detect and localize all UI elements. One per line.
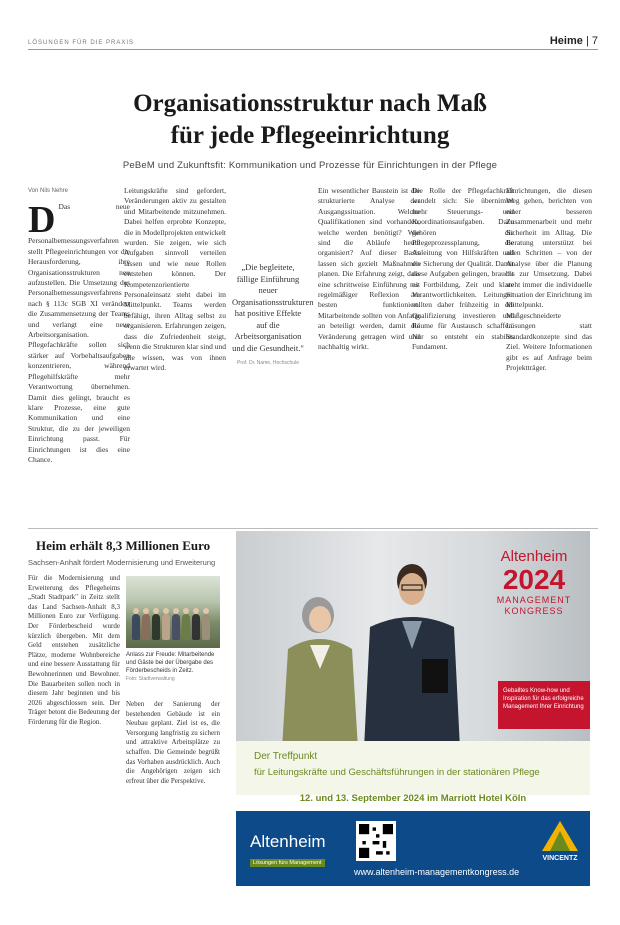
vincentz-logo: [536, 819, 584, 862]
page-header: [28, 34, 598, 50]
ad-footer: [236, 811, 590, 886]
column-text: Für die Modernisierung und Erweiterung des Pflegeheims „Stadt Stadtpark" in Zeitz stellt das Land Sachsen-Anhalt 8,3 Millionen Euro zur Verfügung. Der Förderbescheid wurde kürzlich übergeben. Mit dem Geld entstehen zusätzliche Plätze, moderne Wohnbereiche und eine bessere Ausstattung für Bewohnerinnen und Bewohner. Die Bauarbeiten sollen noch in diesem Jahr beginnen und bis 2026 abgeschlossen sein. Der Träger betont die Bedeutung der Förderung für die Region.: [28, 574, 120, 726]
article-subline: PeBeM und Zukunftsfit: Kommunikation und Prozesse für Einrichtungen in der Pflege: [122, 160, 498, 171]
caption-text: Anlass zur Freude: Mitarbeitende und Gäste bei der Übergabe des Förderbescheids in Zeitz.: [126, 652, 215, 674]
column-text: Neben der Sanierung der bestehenden Gebäude ist ein Neubau geplant. Ziel ist es, die Versorgung langfristig zu sichern und attraktive Arbeitsplätze zu schaffen. Die Gemeinde begrüßt das Vorhaben ausdrücklich. Auch die Angehörigen zeigen sich erfreut über die Perspektive.: [126, 700, 220, 785]
vincentz-label: VINCENTZ: [542, 855, 578, 862]
headline-line-2: für jede Pflegeeinrichtung: [170, 122, 450, 149]
column-text: Leitungskräfte sind gefordert, Veränderungen aktiv zu gestalten und Mitarbeitende mitzunehmen. Dabei helfen erprobte Konzepte, die in Modellprojekten entwickelt wurden. Sie zeigen, wie sich Aufgaben sinnvoll verteilen lassen und wie neue Rollen entstehen können. Der Kompetenzorientierte Personaleinsatz steht dabei im Mittelpunkt. Teams werden befähigt, ihren Alltag selbst zu organisieren. Erfahrungen zeigen, dass die Zufriedenheit steigt, wenn die Strukturen klar sind und alle wissen, was von ihnen erwartet wird.: [124, 186, 226, 372]
ad-brand-year: 2024: [502, 564, 566, 595]
pull-quote: [232, 262, 314, 367]
article-column-5: [506, 186, 592, 516]
ad-logo: [250, 833, 326, 869]
ad-brand-name: Altenheim: [500, 548, 568, 565]
ad-tagline-box: Geballtes Know-how und Inspiration für das erfolgreiche Management Ihrer Einrichtung: [498, 681, 590, 729]
column-text: Die Rolle der Pflegefachkraft wandelt sich: Sie übernimmt mehr Steuerungs- und Koordinationsaufgaben. Dazu gehören die Pflegeprozessplanung, die Anleitung von Hilfskräften und die Sicherung der Qualität. Damit diese Aufgaben gelingen, braucht es Fortbildung, Zeit und klare Verantwortlichkeiten. Leitungen sollten daher frühzeitig in die Qualifizierung investieren und Räume für Austausch schaffen. Nur so entsteht ein stabiles Fundament.: [412, 186, 514, 352]
caption-credit: Foto: Stadtverwaltung: [126, 676, 175, 682]
ad-band-title: Der Treffpunkt: [254, 751, 318, 762]
article-headline: [60, 88, 560, 152]
article-column-2: [124, 186, 226, 516]
article-column-3: [318, 186, 420, 516]
advertisement[interactable]: [236, 531, 590, 886]
article-column-1: [28, 186, 130, 516]
news-column-2: [126, 700, 220, 886]
ad-band: [236, 741, 590, 795]
qr-code-icon[interactable]: [356, 821, 396, 861]
quote-text: „Die begleitete, fällige Einführung neuer Organisationsstrukturen hat positive Effekte auf die Arbeitsorganisation und die Gesundheit.": [232, 262, 314, 353]
photo-caption: [126, 651, 220, 683]
ad-person-man: [356, 549, 466, 749]
article-column-4: [412, 186, 514, 516]
column-text: Ein wesentlicher Baustein ist die strukturierte Analyse der Ausgangssituation. Welche Qualifikationen sind vorhanden, welche werden benötigt? Wie sind die Abläufe heute organisiert? Auf dieser Basis lassen sich gezielt Maßnahmen planen. Die Erfahrung zeigt, dass eine schrittweise Einführung mit regelmäßiger Reflexion am besten funktioniert. Mitarbeitende sollten von Anfang an beteiligt werden, damit die Veränderung getragen wird und nachhaltig wirkt.: [318, 186, 420, 352]
article-body: [28, 186, 592, 516]
ad-brand: [484, 549, 584, 617]
column-text: Einrichtungen, die diesen Weg gehen, berichten von einer besseren Zusammenarbeit und mehr Sicherheit im Alltag. Die Beratung unterstützt bei allen Schritten – von der Analyse über die Planung bis zur Umsetzung. Dabei steht immer die individuelle Situation der Einrichtung im Mittelpunkt. Maßgeschneiderte Lösungen statt Standardkonzepte sind das Ziel. Weitere Informationen gibt es auf Anfrage beim Projektträger.: [506, 186, 592, 372]
page-number: 7: [591, 35, 598, 47]
ad-url-link[interactable]: www.altenheim-managementkongress.de: [354, 867, 520, 877]
vincentz-emblem-icon: [540, 819, 580, 853]
news-headline: Heim erhält 8,3 Millionen Euro: [36, 538, 211, 553]
byline: Von Nils Nehre: [28, 188, 69, 194]
ad-logo-name: Altenheim: [250, 832, 326, 851]
quote-credit: Prof. Dr. Name, Hochschule: [237, 360, 299, 366]
ad-brand-event: MANAGEMENT KONGRESS: [496, 595, 572, 616]
news-subline: Sachsen-Anhalt fördert Modernisierung und Erweiterung: [28, 558, 216, 567]
section-name: Heime: [549, 35, 583, 47]
drop-cap: D: [28, 199, 56, 242]
news-column-1: [28, 574, 120, 886]
page-folio: [550, 35, 598, 49]
folio-separator: |: [585, 35, 589, 47]
column-text: Das neue Personalbemessungsverfahren stellt Pflegeeinrichtungen vor die Herausforderung, ihre Organisationsstrukturen neu aufzustellen. Die Umsetzung des Personalbemessungsverfahrens nach § 113c SGB XI verändert die Zusammensetzung der Teams und verlangt eine neue Arbeitsorganisation. Pflegefachkräfte sollen sich stärker auf Vorbehaltsaufgaben konzentrieren, während Pflegehilfskräfte mehr Verantwortung übernehmen. Damit dies gelingt, braucht es klare Prozesse, eine gute Kommunikation und eine Struktur, die zu der jeweiligen Einrichtung passt. Für Einrichtungen ist dies eine Chance.: [28, 202, 130, 464]
ad-person-woman: [270, 589, 370, 749]
ad-band-subtitle: für Leitungskräfte und Geschäftsführungen in der stationären Pflege: [254, 767, 540, 778]
section-label: LÖSUNGEN FÜR DIE PRAXIS: [28, 40, 135, 46]
section-divider: [28, 528, 598, 529]
news-photo: [126, 576, 220, 648]
headline-line-1: Organisationsstruktur nach Maß: [133, 90, 487, 117]
ad-date: 12. und 13. September 2024 im Marriott Hotel Köln: [299, 793, 527, 804]
ad-logo-sub: Lösungen fürs Management: [250, 859, 325, 867]
